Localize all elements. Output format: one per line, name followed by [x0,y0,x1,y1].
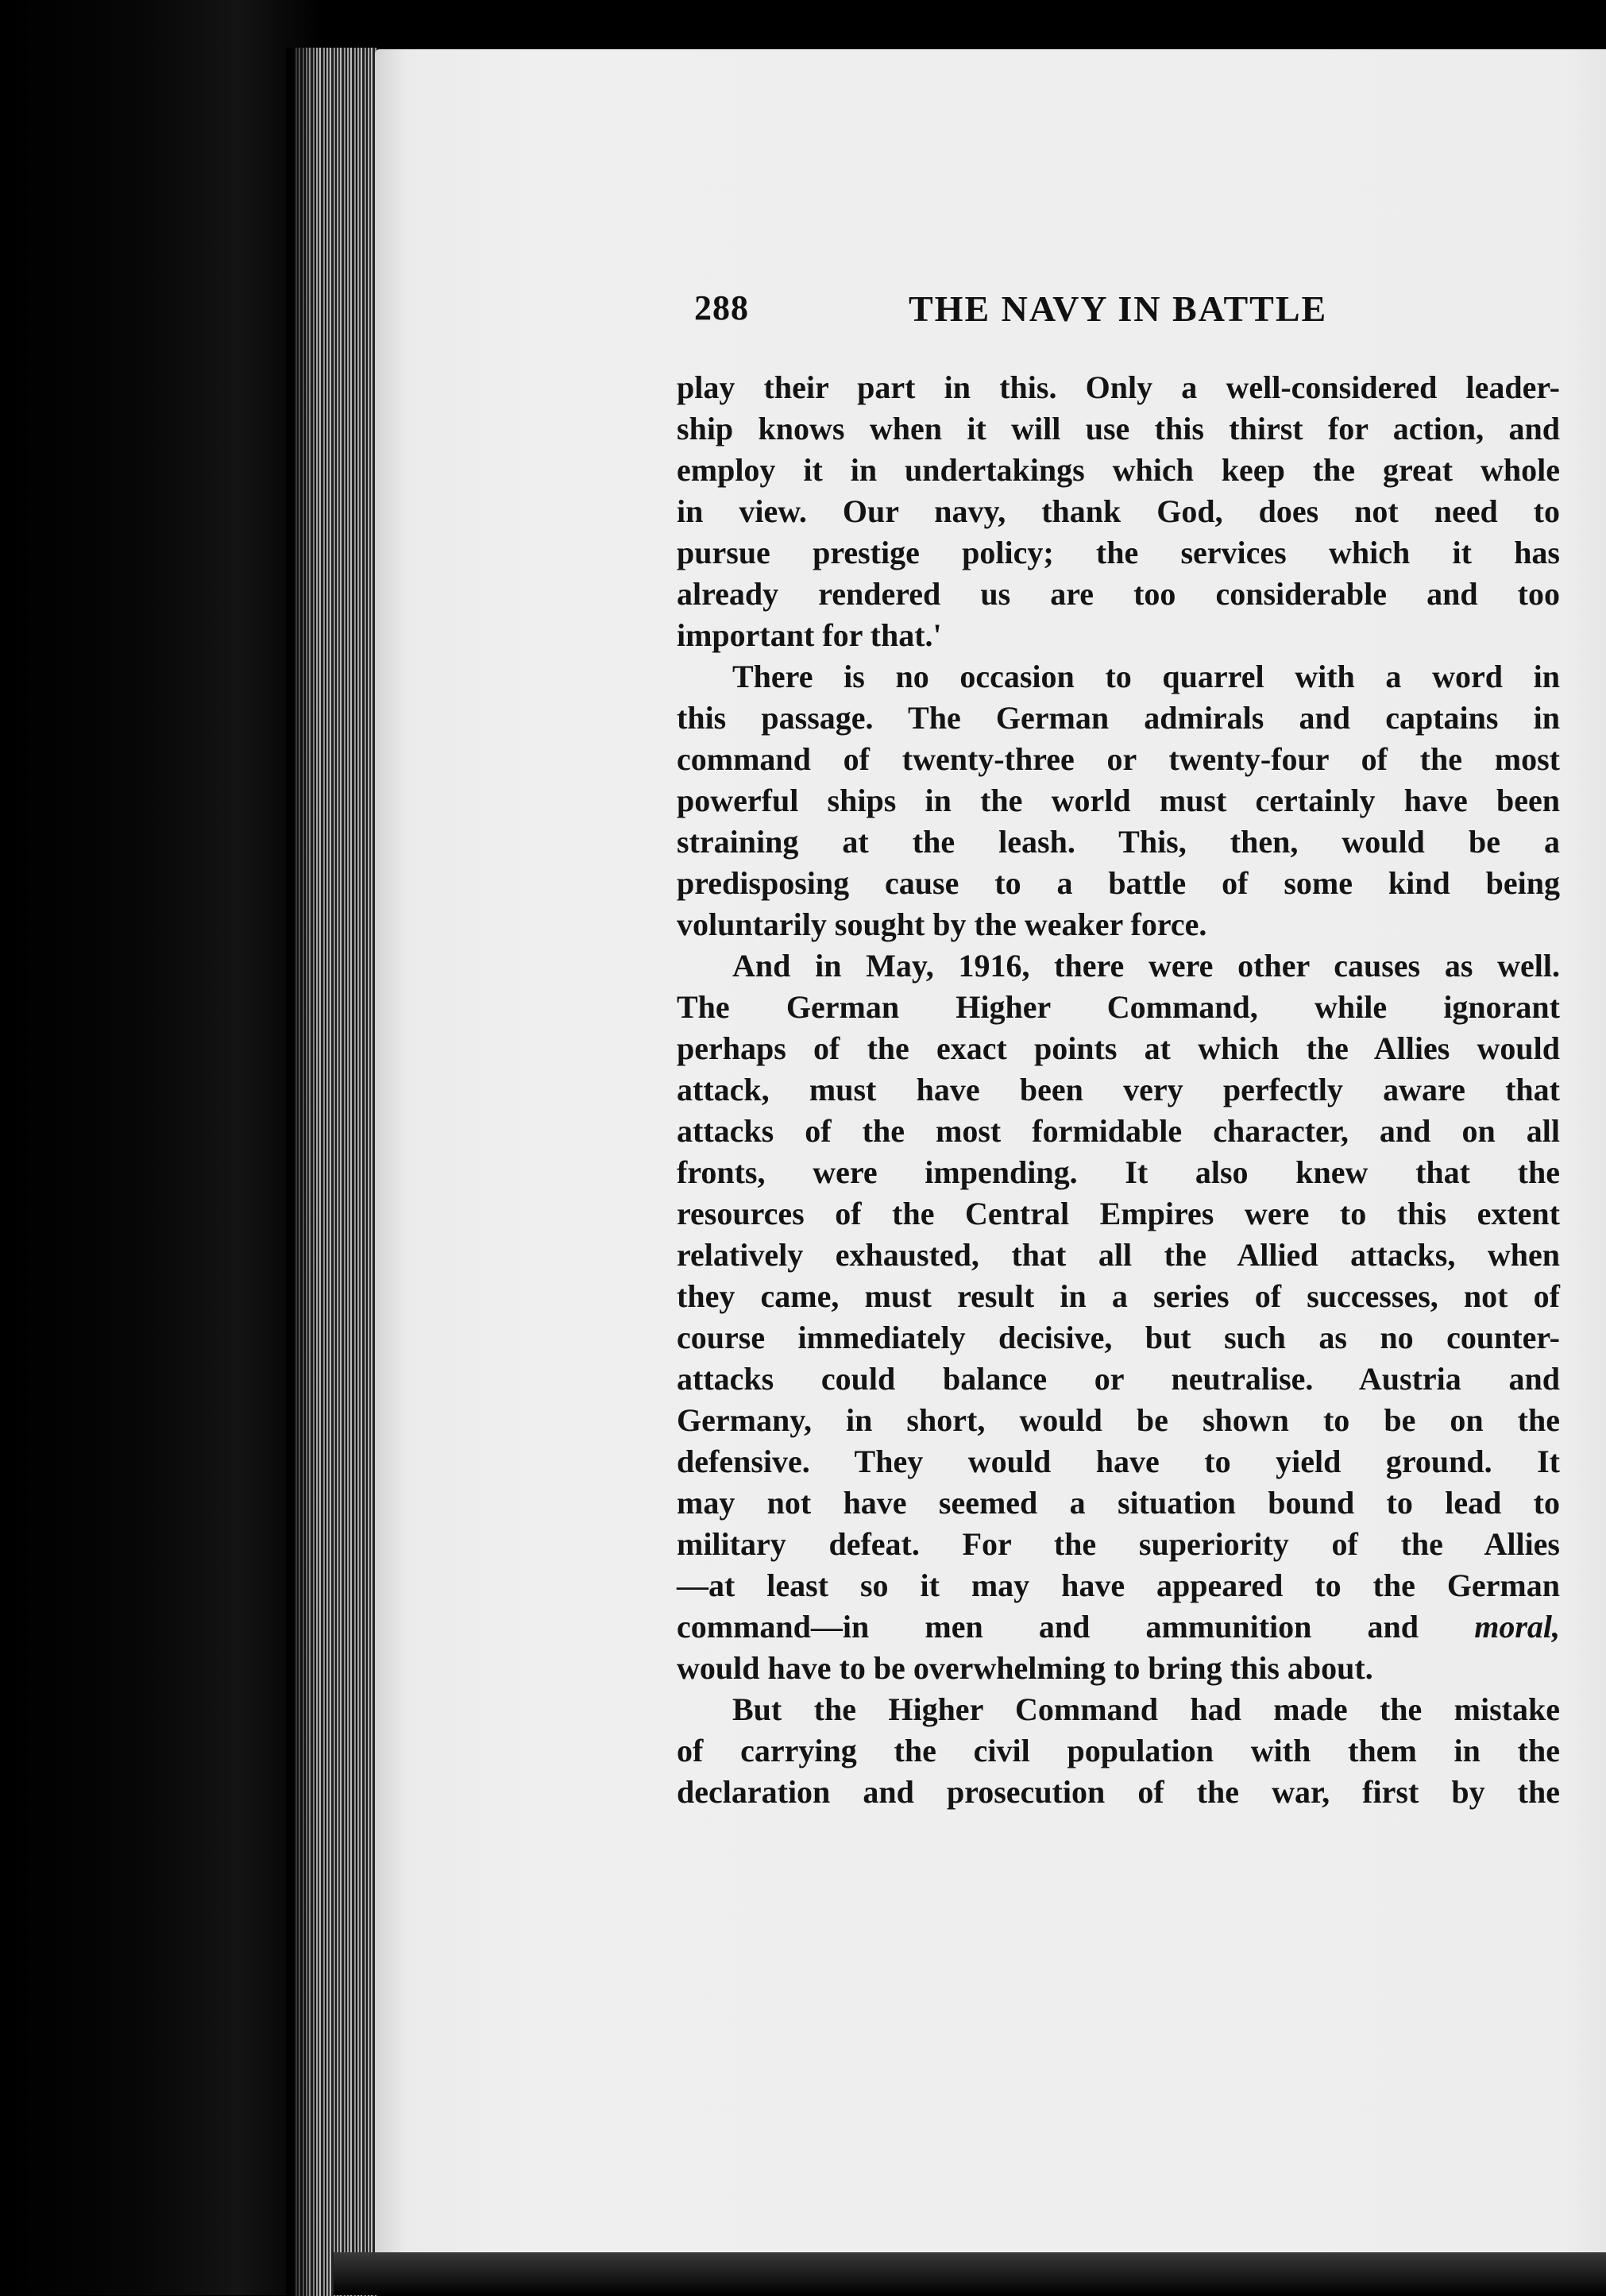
text-line: attacks of the most formidable character, and on all [677,1113,1560,1149]
page-header [694,288,1568,343]
text-line: already rendered us are too considerable and too [677,576,1560,612]
text-line: powerful ships in the world must certainly have been [677,783,1560,818]
text-line: may not have seemed a situation bound to lead to [677,1485,1560,1521]
text-line: attacks could balance or neutralise. Austria and [677,1361,1560,1397]
text-line: in view. Our navy, thank God, does not need to [677,493,1560,529]
text-line: Germany, in short, would be shown to be on the [677,1402,1560,1438]
text-line: attack, must have been very perfectly aware that [677,1072,1560,1107]
text-line: defensive. They would have to yield ground. It [677,1444,1560,1479]
text-line: fronts, were impending. It also knew that the [677,1154,1560,1190]
page-bottom-shadow [334,2252,1606,2295]
text-line: this passage. The German admirals and captains in [677,700,1560,736]
text-line: they came, must result in a series of successes, not of [677,1278,1560,1314]
text-line: military defeat. For the superiority of the Allies [677,1526,1560,1562]
body-text [677,367,1560,1813]
text-line: straining at the leash. This, then, would be a [677,824,1560,860]
text-fragment: command—in men and ammunition and [677,1609,1419,1645]
text-line: But the Higher Command had made the mistake [732,1691,1560,1727]
text-line: And in May, 1916, there were other causes as well. [732,948,1560,984]
text-line: voluntarily sought by the weaker force. [677,906,1207,942]
text-line: ship knows when it will use this thirst for action, and [677,411,1560,446]
page-number: 288 [694,288,749,327]
text-line: command of twenty-three or twenty-four of the most [677,741,1560,777]
italic-word: moral, [1474,1609,1561,1645]
text-line: resources of the Central Empires were to this extent [677,1196,1560,1231]
text-line: —at least so it may have appeared to the German [677,1567,1560,1603]
text-line: of carrying the civil population with them in the [677,1733,1560,1768]
text-line: The German Higher Command, while ignorant [677,989,1560,1025]
running-title: THE NAVY IN BATTLE [909,288,1328,329]
text-line: pursue prestige policy; the services which it has [677,535,1560,570]
text-line: course immediately decisive, but such as no counter- [677,1320,1560,1355]
book-gutter-shadow [286,48,318,2296]
text-line: predisposing cause to a battle of some kind being [677,865,1560,901]
text-line: employ it in undertakings which keep the great whole [677,452,1560,488]
text-line: There is no occasion to quarrel with a word in [732,659,1560,694]
text-line: play their part in this. Only a well-considered leader- [677,369,1560,405]
text-line: perhaps of the exact points at which the Allies would [677,1030,1560,1066]
text-line: would have to be overwhelming to bring this about. [677,1650,1373,1686]
text-line: important for that.' [677,617,942,653]
text-line-with-emphasis [677,1606,1560,1648]
text-line: relatively exhausted, that all the Allied attacks, when [677,1237,1560,1273]
text-line: declaration and prosecution of the war, first by the [677,1774,1560,1810]
